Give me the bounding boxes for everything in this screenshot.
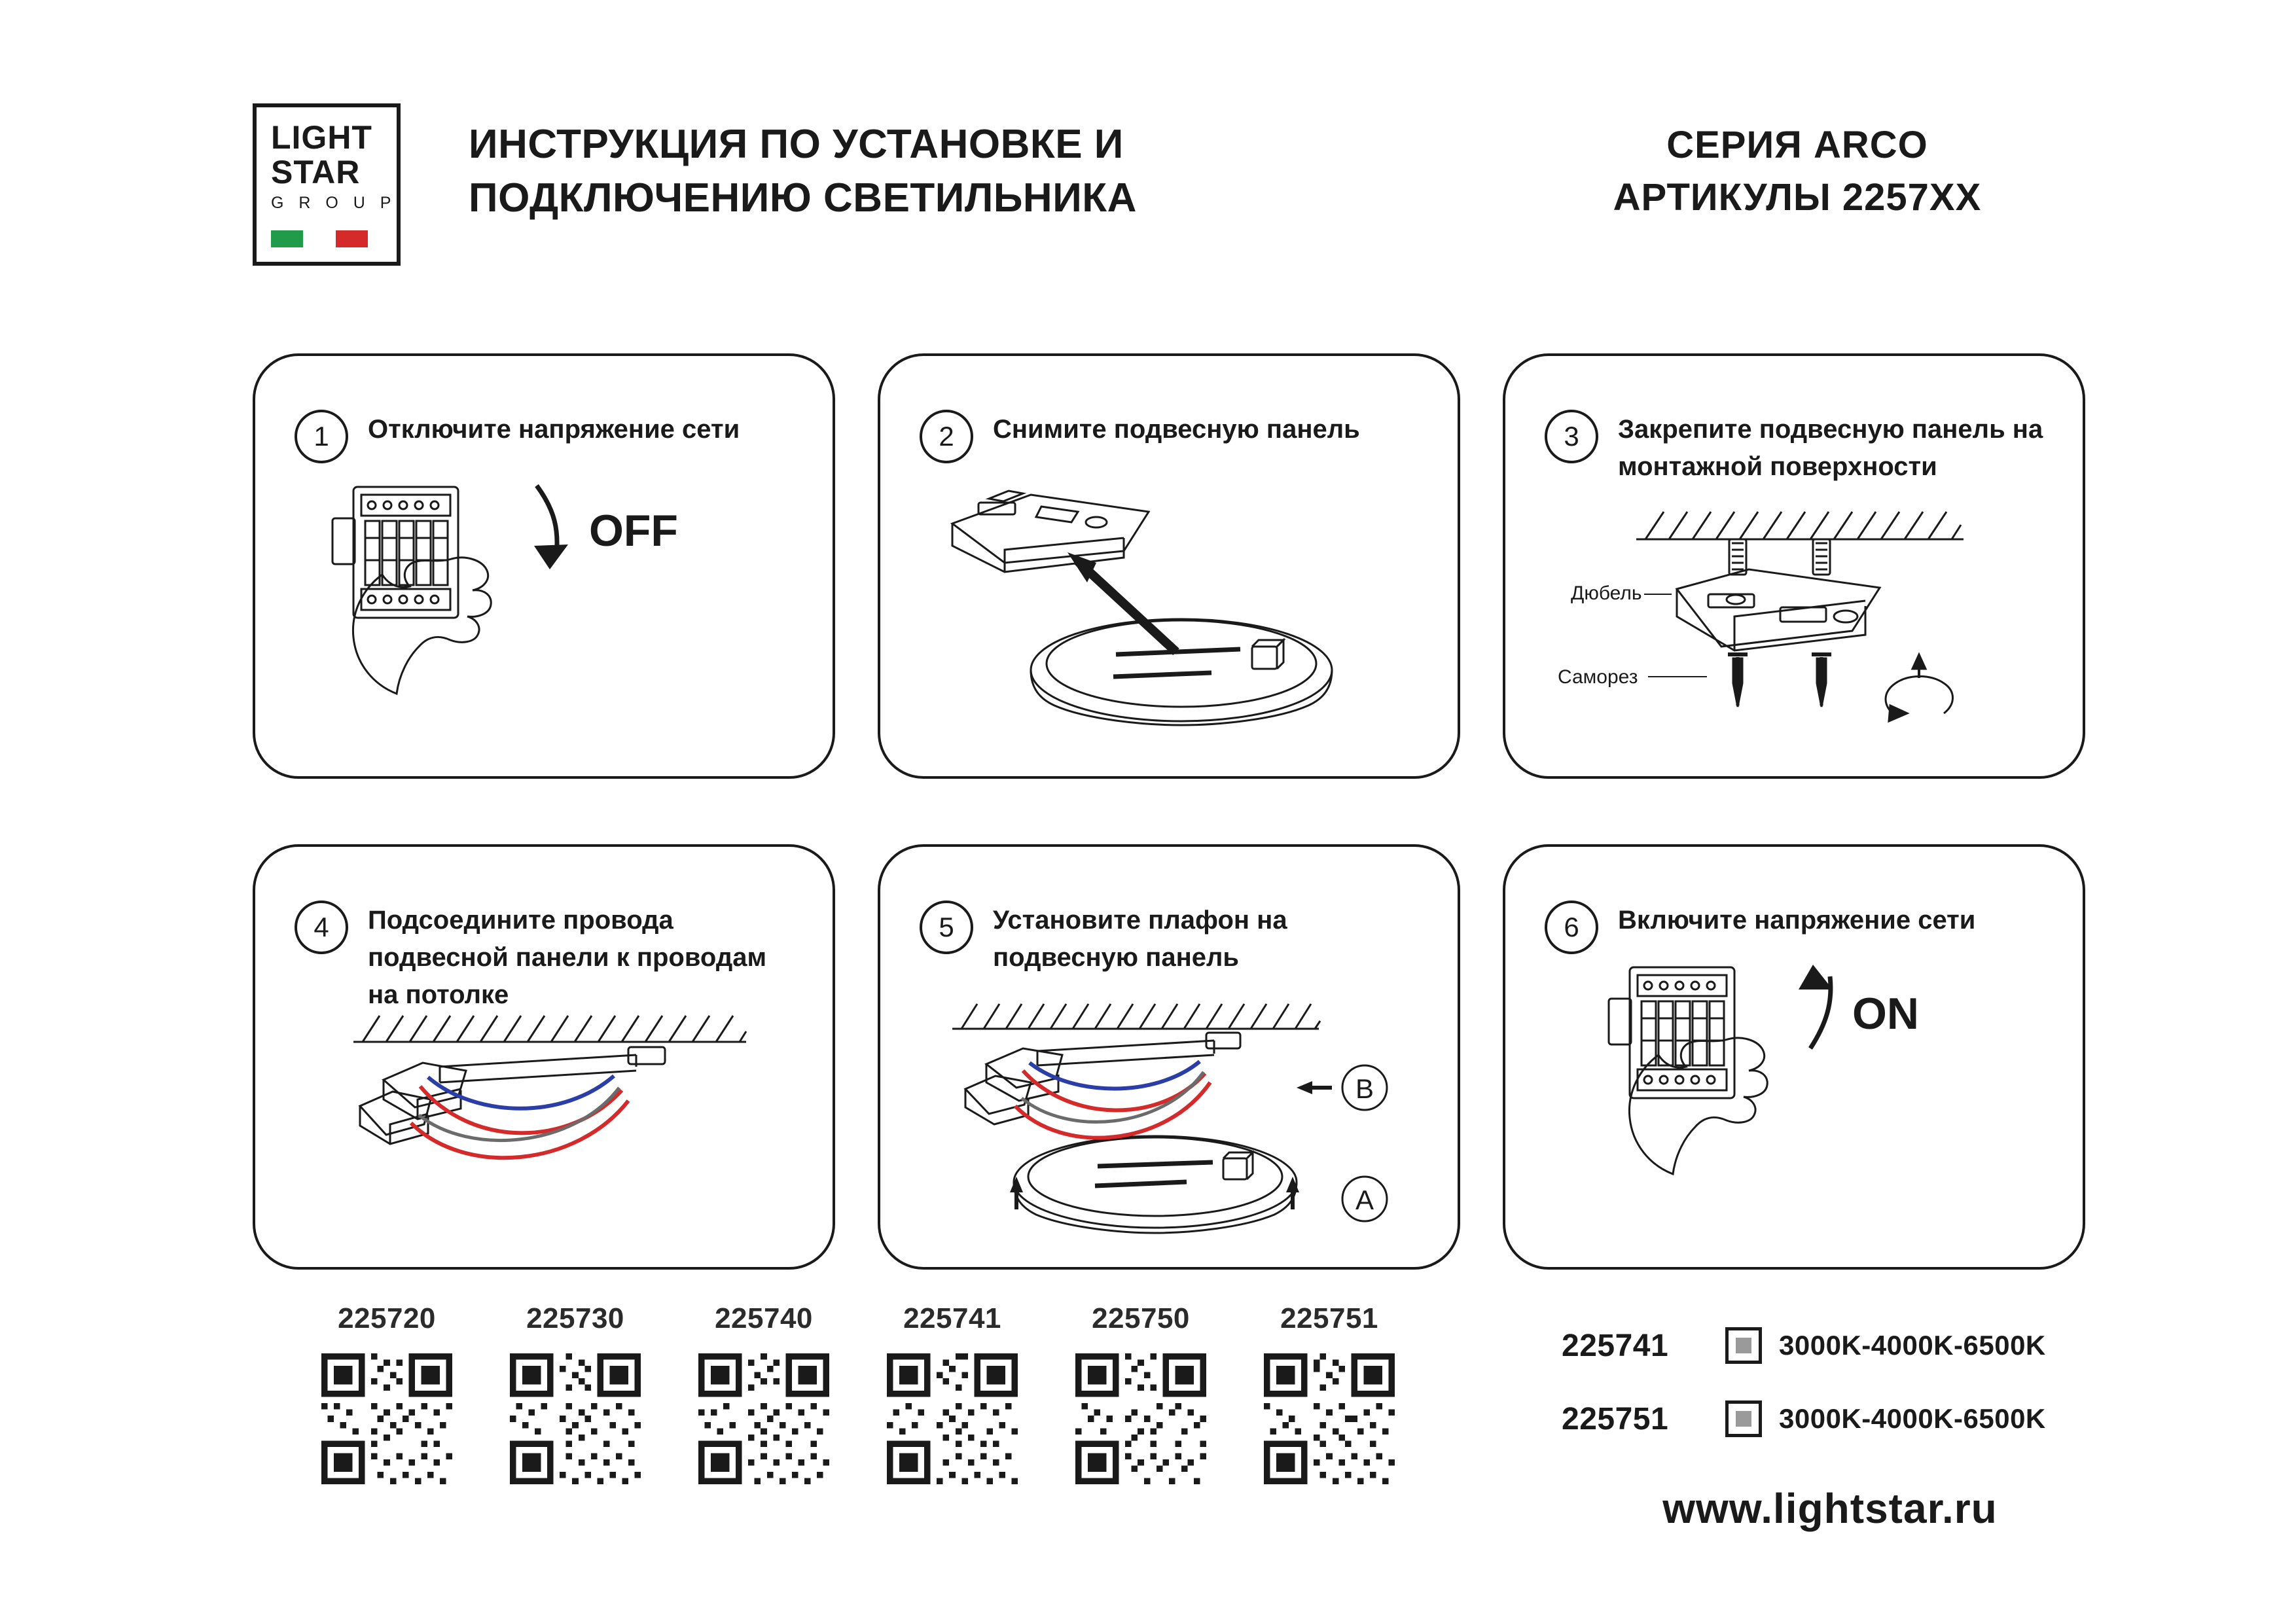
step-illustration-4 — [255, 952, 838, 1259]
step-card-4 — [253, 844, 835, 1270]
step-number-5: 5 — [920, 901, 973, 954]
step-number-3: 3 — [1545, 410, 1598, 463]
temperature-article: 225741 — [1562, 1328, 1669, 1363]
step-number-4: 4 — [295, 901, 348, 954]
qr-code-icon[interactable] — [698, 1353, 829, 1484]
step-text-4: Подсоедините провода подвесной панели к проводам на потолке — [368, 906, 767, 1009]
temperature-value: 3000K-4000K-6500K — [1779, 1403, 2046, 1434]
temperature-article: 225751 — [1562, 1401, 1669, 1436]
page-title: ИНСТРУКЦИЯ ПО УСТАНОВКЕ И ПОДКЛЮЧЕНИЮ СВЕТИЛЬНИКА — [469, 122, 1137, 221]
qr-item — [689, 1302, 839, 1484]
qr-code-icon[interactable] — [321, 1353, 452, 1484]
marker-a: A — [1355, 1185, 1374, 1215]
temperature-value: 3000K-4000K-6500K — [1779, 1330, 2046, 1361]
qr-item — [877, 1302, 1028, 1484]
step-card-6 — [1503, 844, 2085, 1270]
step-illustration-1 — [255, 461, 838, 768]
temperature-row — [1562, 1382, 2059, 1455]
steps-grid — [253, 353, 2059, 1270]
step-number-2: 2 — [920, 410, 973, 463]
annotation-off: OFF — [589, 506, 678, 556]
step-card-1 — [253, 353, 835, 779]
step-number-6: 6 — [1545, 901, 1598, 954]
qr-item — [500, 1302, 651, 1484]
step-text-6: Включите напряжение сети — [1618, 906, 1976, 935]
footer — [253, 1302, 2059, 1538]
website-link[interactable]: www.lightstar.ru — [1662, 1485, 1998, 1532]
qr-article-label: 225720 — [338, 1302, 436, 1334]
color-temp-icon — [1725, 1400, 1762, 1437]
marker-b: B — [1355, 1073, 1374, 1104]
temperature-row — [1562, 1309, 2059, 1382]
step-card-5 — [878, 844, 1460, 1270]
step-illustration-2 — [880, 461, 1463, 768]
qr-article-label: 225750 — [1092, 1302, 1190, 1334]
logo-group-text: G R O U P — [271, 194, 397, 212]
step-number-1: 1 — [295, 410, 348, 463]
qr-article-label: 225740 — [715, 1302, 813, 1334]
temperature-info — [1562, 1309, 2059, 1533]
step-illustration-3 — [1505, 461, 2088, 768]
logo-line-2: STAR — [271, 154, 361, 190]
qr-item — [1254, 1302, 1405, 1484]
step-illustration-5 — [880, 952, 1463, 1259]
step-text-1: Отключите напряжение сети — [368, 415, 740, 444]
qr-code-icon[interactable] — [887, 1353, 1018, 1484]
color-temp-icon — [1725, 1327, 1762, 1364]
label-screw: Саморез — [1558, 666, 1638, 688]
qr-code-icon[interactable] — [1264, 1353, 1395, 1484]
italy-flag-icon — [271, 230, 368, 247]
qr-article-label: 225730 — [526, 1302, 624, 1334]
label-dowel: Дюбель — [1571, 582, 1642, 604]
header — [253, 97, 2059, 274]
qr-item — [312, 1302, 462, 1484]
articles-label: АРТИКУЛЫ 2257XX — [1613, 176, 1982, 219]
step-card-2 — [878, 353, 1460, 779]
qr-article-label: 225741 — [903, 1302, 1001, 1334]
step-text-2: Снимите подвесную панель — [993, 415, 1360, 444]
qr-code-icon[interactable] — [510, 1353, 641, 1484]
step-text-3: Закрепите подвесную панель на монтажной поверхности — [1618, 415, 2043, 481]
series-label: СЕРИЯ ARCO — [1666, 124, 1928, 166]
qr-article-label: 225751 — [1280, 1302, 1378, 1334]
step-text-5: Установите плафон на подвесную панель — [993, 906, 1287, 972]
logo-line-1: LIGHT — [271, 119, 372, 156]
qr-code-row — [312, 1302, 1437, 1484]
article-info — [1535, 119, 2059, 224]
annotation-on: ON — [1852, 989, 1919, 1039]
qr-code-icon[interactable] — [1075, 1353, 1206, 1484]
qr-item — [1066, 1302, 1216, 1484]
brand-logo — [253, 103, 401, 266]
step-card-3 — [1503, 353, 2085, 779]
step-illustration-6 — [1505, 952, 2088, 1259]
